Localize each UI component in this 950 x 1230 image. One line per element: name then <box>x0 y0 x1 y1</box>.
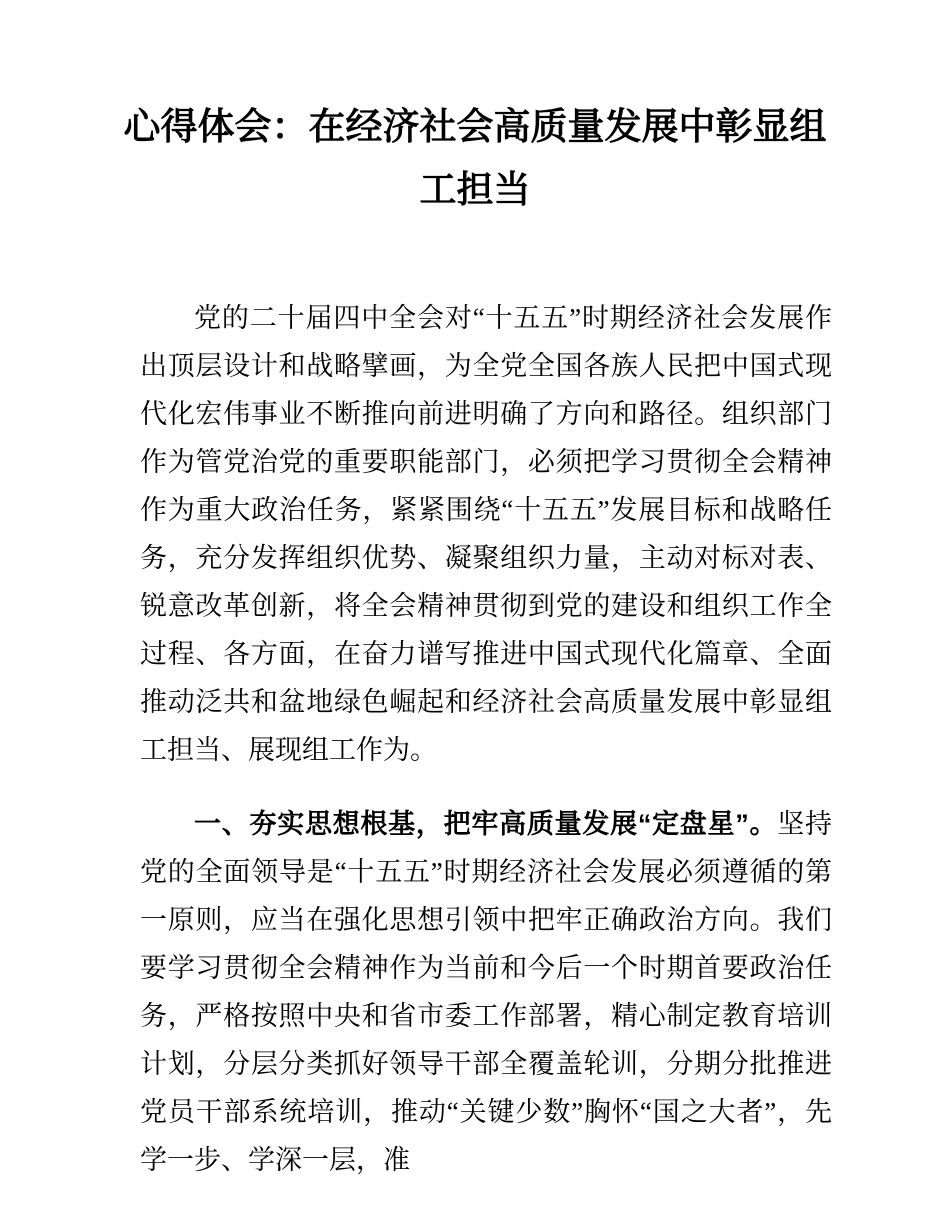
document-title-line-2: 工担当 <box>419 170 531 211</box>
paragraph-intro <box>140 294 832 774</box>
paragraph-section-1-text: 坚持党的全面领导是“十五五”时期经济社会发展必须遵循的第一原则，应当在强化思想引领中把牢正确政治方向。我们要学习贯彻全会精神作为当前和今后一个时期首要政治任务，严格按照中央和省市委工作部署，精心制定教育培训计划，分层分类抓好领导干部全覆盖轮训，分期分批推进党员干部系统培训，推动“关键少数”胸怀“国之大者”，先学一步、学深一层，准 <box>140 809 833 1175</box>
paragraph-intro-text: 党的二十届四中全会对“十五五”时期经济社会发展作出顶层设计和战略擘画，为全党全国各族人民把中国式现代化宏伟事业不断推向前进明确了方向和路径。组织部门作为管党治党的重要职能部门，必须把学习贯彻全会精神作为重大政治任务，紧紧围绕“十五五”发展目标和战略任务，充分发挥组织优势、凝聚组织力量，主动对标对表、锐意改革创新，将全会精神贯彻到党的建设和组织工作全过程、各方面，在奋力谱写推进中国式现代化篇章、全面推动泛共和盆地绿色崛起和经济社会高质量发展中彰显组工担当、展现组工作为。 <box>140 303 832 765</box>
document-title-line-1: 心得体会：在经济社会高质量发展中彰显组 <box>123 107 827 148</box>
paragraph-section-1 <box>140 800 832 1184</box>
document-title <box>85 96 865 222</box>
document-body <box>140 294 832 1184</box>
paragraph-section-1-heading: 一、夯实思想根基，把牢高质量发展“定盘星”。 <box>194 809 778 839</box>
